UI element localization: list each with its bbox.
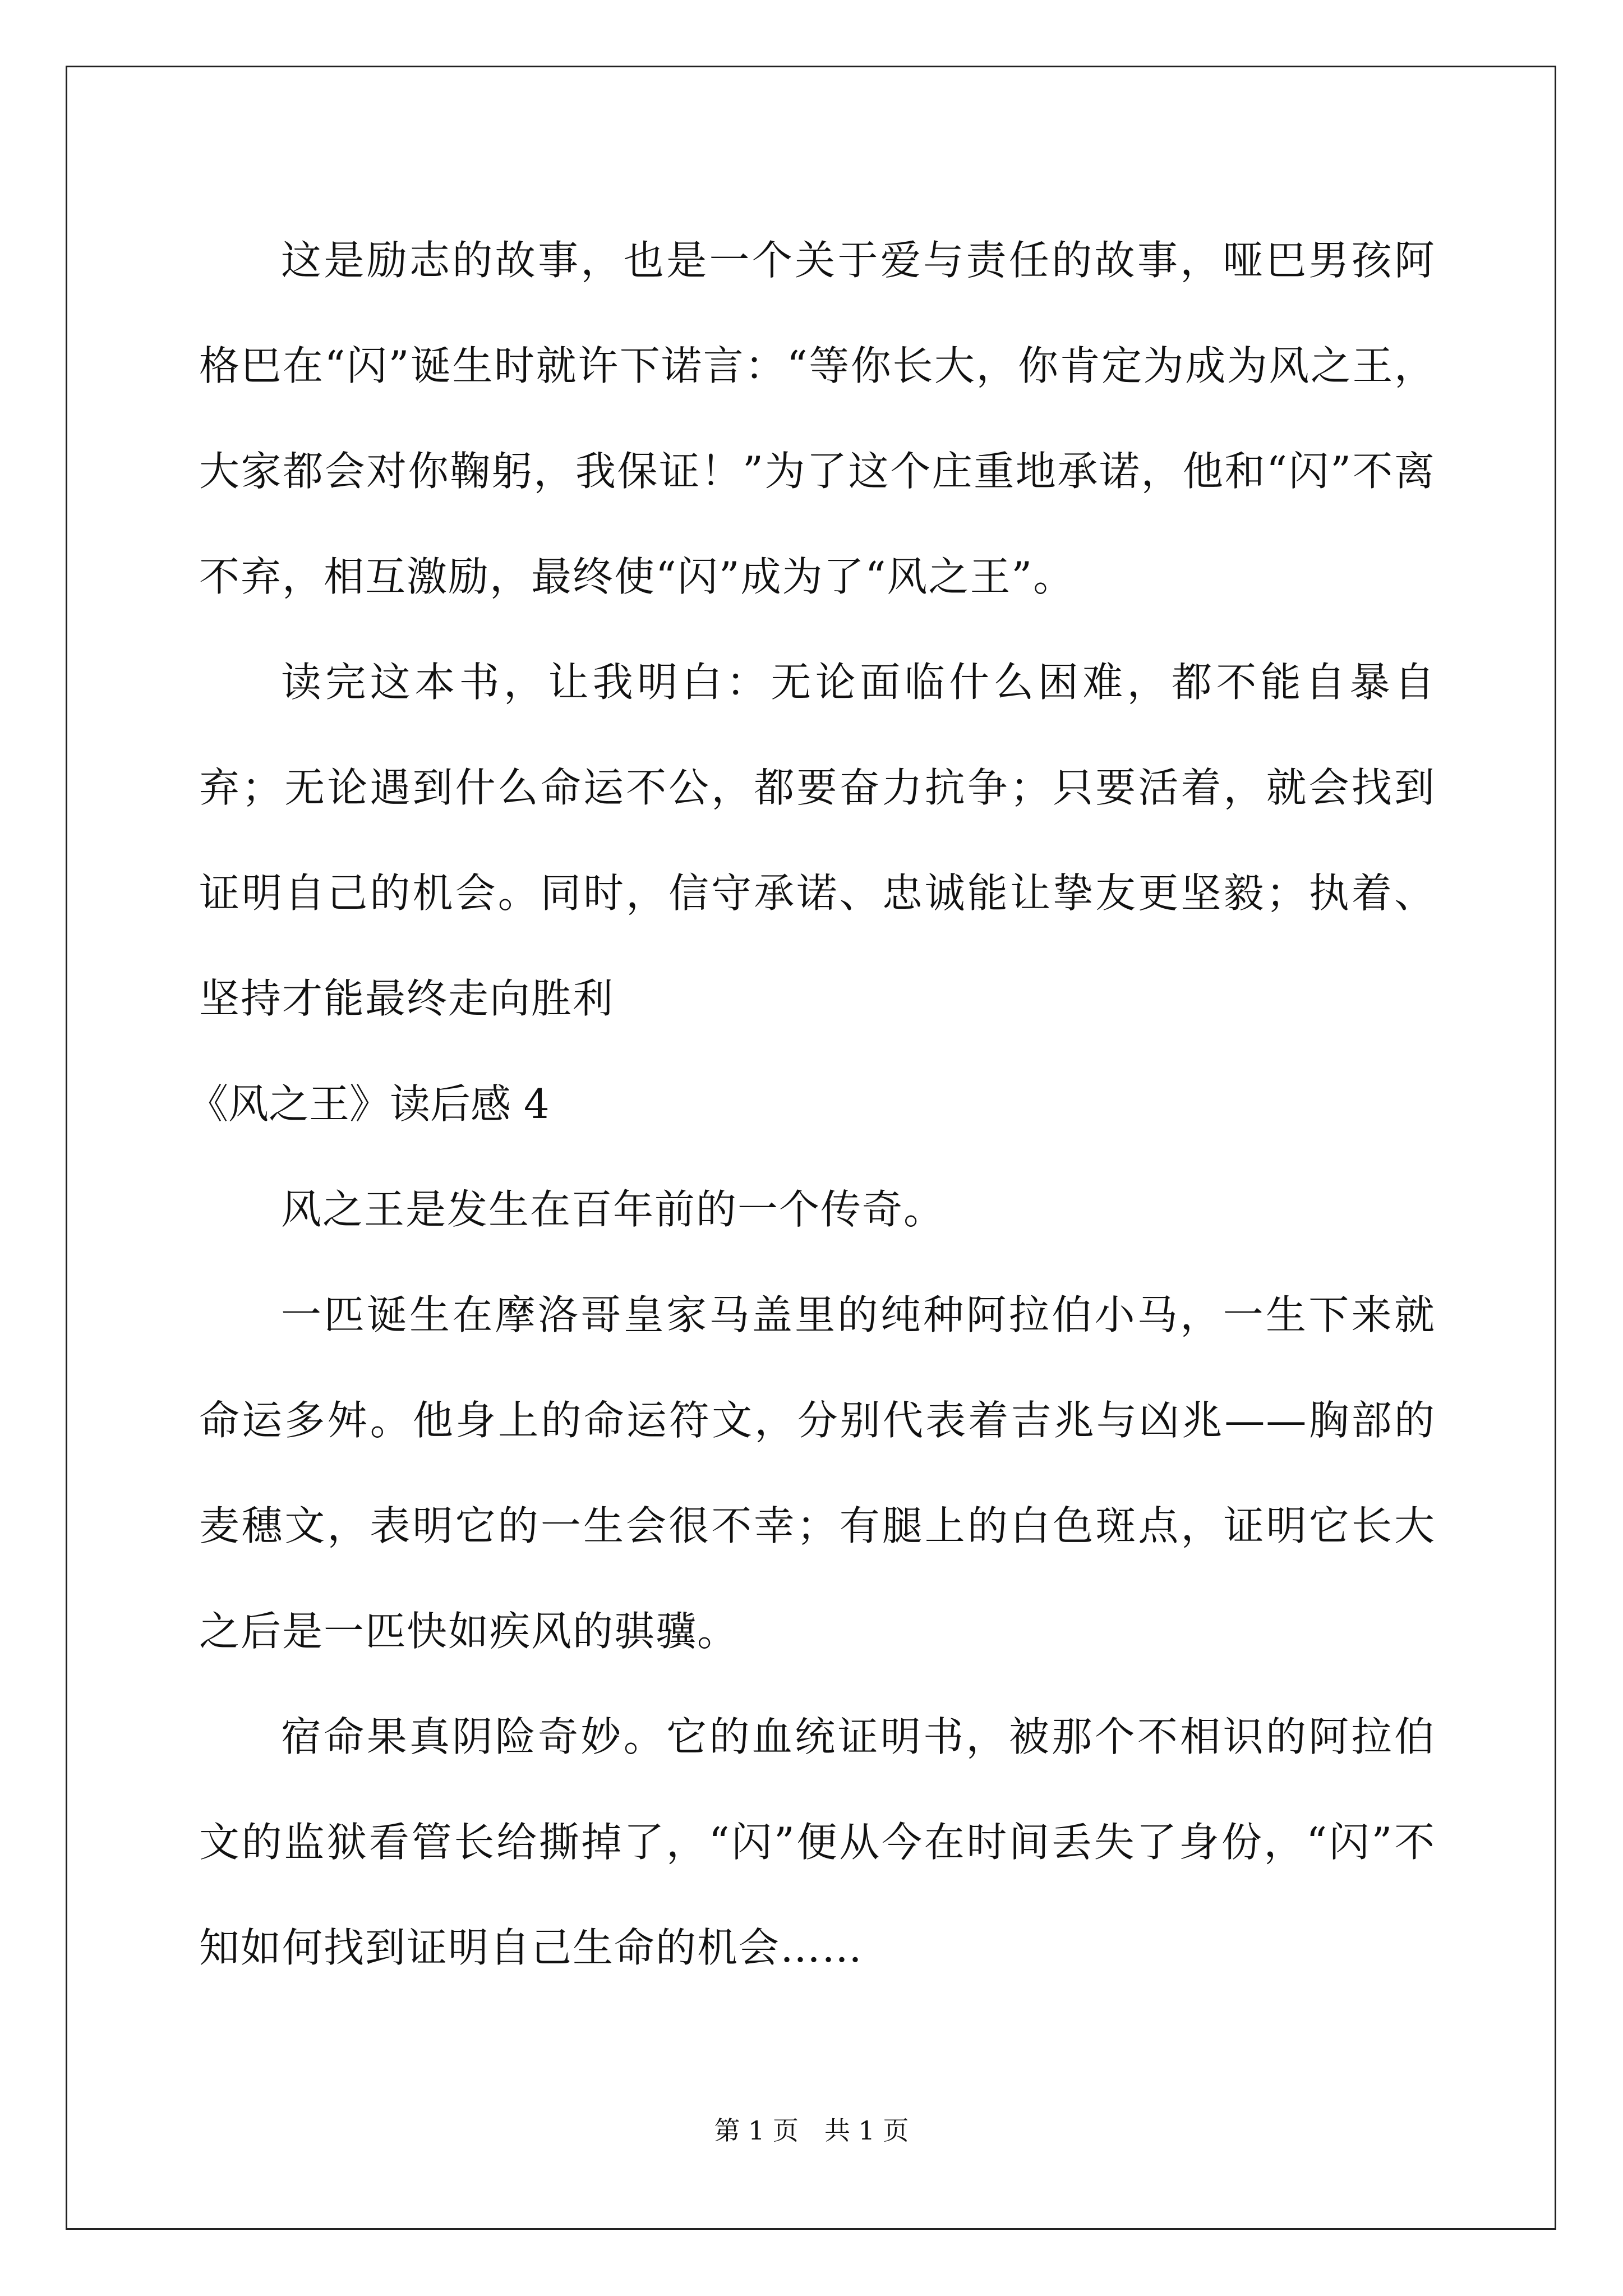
paragraph-2: 读完这本书，让我明白：无论面临什么困难，都不能自暴自弃；无论遇到什么命运不公，都要奋力抗争；只要活着，就会找到证明自己的机会。同时，信守承诺、忠诚能让挚友更坚毅；执着、坚持才能最终走向胜利 xyxy=(199,659,1436,1022)
paragraph-4: 一匹诞生在摩洛哥皇家马盖里的纯种阿拉伯小马，一生下来就命运多舛。他身上的命运符文，分别代表着吉兆与凶兆——胸部的麦穗文，表明它的一生会很不幸；有腿上的白色斑点，证明它长大之后是一匹快如疾风的骐骥。 xyxy=(199,1291,1436,1655)
paragraph-1: 这是励志的故事，也是一个关于爱与责任的故事，哑巴男孩阿格巴在“闪”诞生时就许下诺言：“等你长大，你肯定为成为风之王，大家都会对你鞠躬，我保证！”为了这个庄重地承诺，他和“闪”不离不弃，相互激励，最终使“闪”成为了“风之王”。 xyxy=(199,237,1436,600)
section-heading: 《风之王》读后感 4 xyxy=(188,1080,550,1128)
paragraph-3: 风之王是发生在百年前的一个传奇。 xyxy=(281,1186,946,1233)
page-footer: 第 1 页 共 1 页 xyxy=(714,2115,909,2146)
paragraph-5: 宿命果真阴险奇妙。它的血统证明书，被那个不相识的阿拉伯文的监狱看管长给撕掉了，“闪”便从今在时间丢失了身份，“闪”不知如何找到证明自己生命的机会…… xyxy=(199,1713,1436,1971)
document-body xyxy=(188,208,1436,2000)
